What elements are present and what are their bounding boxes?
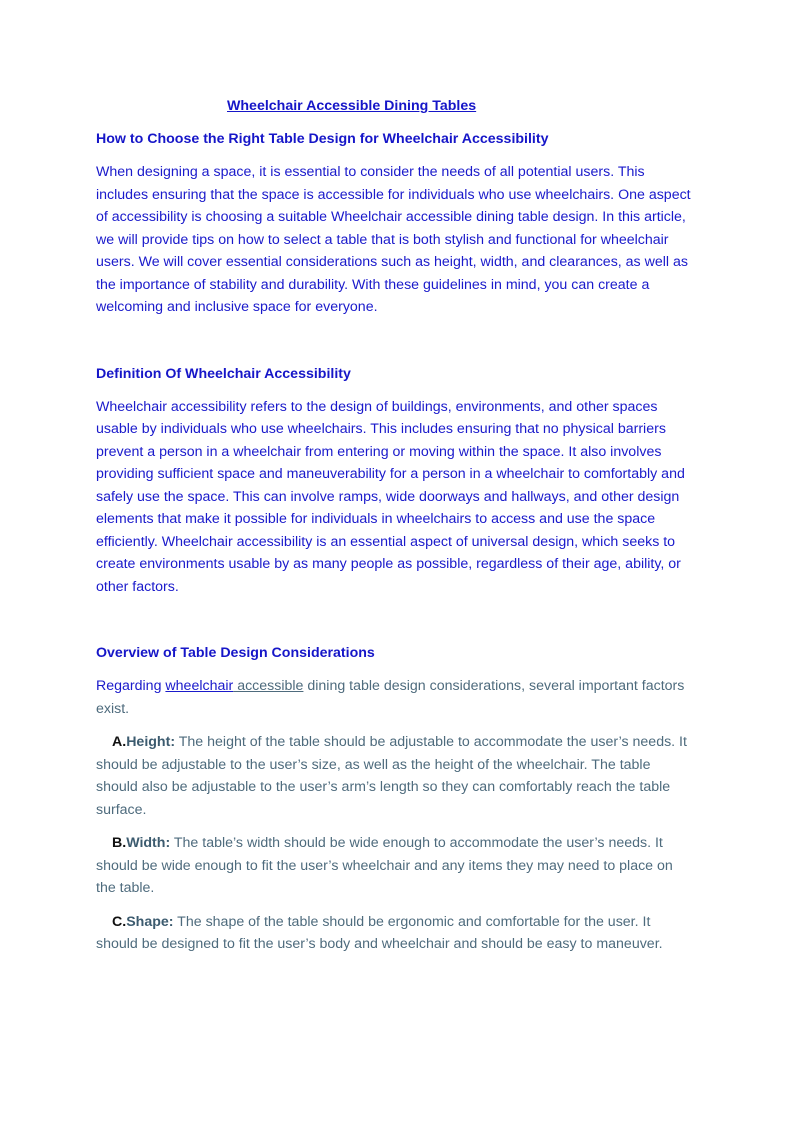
consideration-item-width (96, 832, 696, 900)
consideration-term: Height: (126, 734, 176, 750)
section-body-definition: Wheelchair accessibility refers to the design of buildings, environments, and other spaces usable by individuals who use wheelchairs. This includes ensuring that no physical barriers prevent a person in a wheelchair from entering or moving within the space. It also involves providing sufficient space and maneuverability for a person in a wheelchair to comfortably and safely use the space. This can involve ramps, wide doorways and hallways, and other design elements that make it possible for individuals in wheelchairs to access and use the space efficiently. Wheelchair accessibility is an essential aspect of universal design, which seeks to create environments usable by as many people as possible, regardless of their age, ability, or other factors. (96, 398, 685, 595)
overview-intro (96, 675, 696, 720)
consideration-term: Shape: (126, 913, 174, 930)
consideration-text: The table’s width should be wide enough to accommodate the user’s needs. It should be wide enough to fit the user’s wheelchair and any items they may need to place on the table. (96, 835, 673, 896)
list-marker: C. (112, 913, 127, 930)
list-marker: B. (112, 835, 127, 851)
consideration-text: The shape of the table should be ergonomic and comfortable for the user. It should be designed to fit the user’s body and wheelchair and should be easy to maneuver. (96, 913, 663, 952)
consideration-term: Width: (126, 835, 171, 851)
section-body-choose-table: When designing a space, it is essential to consider the needs of all potential users. This includes ensuring that the space is accessible for individuals who use wheelchairs. One aspect of accessibility is choosing a suitable Wheelchair accessible dining table design. In this article, we will provide tips on how to select a table that is both stylish and functional for wheelchair users. We will cover essential considerations such as height, width, and clearances, as well as the importance of stability and durability. With these guidelines in mind, you can create a welcoming and inclusive space for everyone. (96, 164, 691, 315)
document-content (96, 95, 696, 967)
wheelchair-link[interactable]: wheelchair (165, 678, 234, 694)
section-spacer (96, 330, 696, 363)
section-heading-definition: Definition Of Wheelchair Accessibility (96, 365, 351, 382)
list-marker: A. (112, 734, 127, 750)
consideration-item-shape (96, 911, 696, 956)
consideration-text: The height of the table should be adjustable to accommodate the user’s needs. It should be adjustable to the user’s size, as well as the height of the wheelchair. The table should also be adjustable to the user’s arm’s length so they can comfortably reach the table surface. (96, 734, 687, 818)
overview-intro-prefix: Regarding (96, 678, 166, 694)
section-heading-overview: Overview of Table Design Considerations (96, 645, 375, 661)
consideration-item-height (96, 731, 696, 821)
accessible-link[interactable]: accessible (233, 678, 304, 694)
section-spacer (96, 609, 696, 642)
section-heading-choose-table: How to Choose the Right Table Design for Wheelchair Accessibility (96, 131, 549, 147)
document-title[interactable]: Wheelchair Accessible Dining Tables (227, 98, 477, 114)
overview-intro-suffix: dining table design considerations, several important factors exist. (96, 678, 685, 717)
